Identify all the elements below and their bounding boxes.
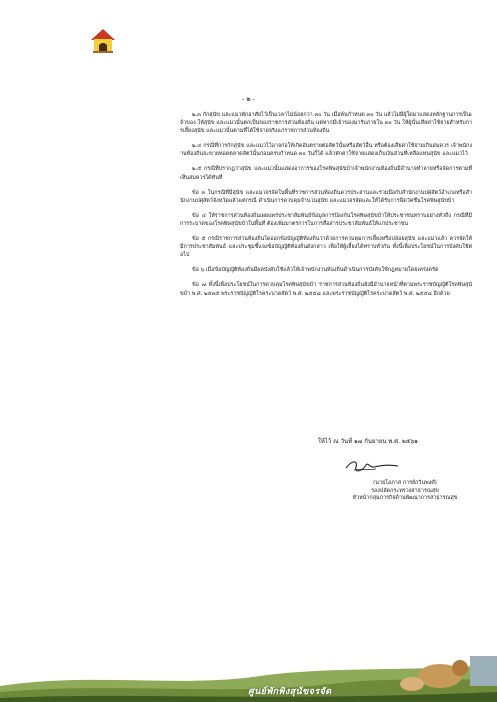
date-line: ให้ไว้ ณ วันที่ ๑๗ กันยายน พ.ศ. ๒๕๖๑ <box>318 438 418 445</box>
paragraph-clause-5: ข้อ ๕ กรณีราชการส่วนท้องถิ่นใดออกข้อบัญญัติท้องถิ่นว่าด้วยการควบคุมการเลี้ยงหรือปล่อยสุนัข และแมวแล้ว ควรจัดให้มีการประชาสัมพันธ์ และประชุมชี้แจงข้อบัญญัติท้องถิ่นดังกล่าว เพื่อให้ผู้เลี้ยงได้ทราบทั่วกัน ทั้งนี้เพื่อประโยชน์ในการบังคับใช้ต่อไป <box>180 236 472 259</box>
paragraph-2-3: ๒.๓ กักสุนัข และแมวพักอาศัยไว้เป็นเวลาไม่น้อยกว่า ๓๐ วัน เมื่อพ้นกำหนด ๓๐ วัน แล้วไม่มีผู้ใดมาแสดงหลักฐานการเป็นเจ้าของ ให้สุนัข และแมวนั้นตกเป็นของราชการส่วนท้องถิ่น แต่หากมีเจ้าของมารับภายใน ๓๐ วัน ให้ผู้นั้นเสียค่าใช้จ่ายสำหรับการเลี้ยงสุนัข และแมวนั้นตามที่ได้ใช้จ่ายจริงแก่ราชการส่วนท้องถิ่น <box>180 112 472 135</box>
document-body <box>180 111 472 305</box>
paragraph-clause-6: ข้อ ๖ เมื่อข้อบัญญัติท้องถิ่นมีผลบังคับใช้แล้วให้เจ้าพนักงานท้องถิ่นดำเนินการบังคับใช้กฎหมายโดยเคร่งครัด <box>192 267 439 274</box>
paragraph-clause-7: ข้อ ๗ ทั้งนี้เพื่อประโยชน์ในการควบคุมโรคพิษสุนัขบ้า ราชการส่วนท้องถิ่นยังมีอำนาจหน้าที่ตามพระราชบัญญัติโรคพิษสุนัขบ้า พ.ศ. ๒๕๓๕ พระราชบัญญัติโรคระบาดสัตว์ พ.ศ. ๒๕๕๘ และพระราชบัญญัติโรคระบาดสัตว์ พ.ศ. ๒๕๕๘ อีกด้วย <box>180 282 472 297</box>
dog-house-logo <box>88 26 118 56</box>
paragraph-2-5: ๒.๕ กรณีที่ปรากฏว่าสุนัข และแมวนั้นแสดงอาการของโรคพิษสุนัขบ้าเจ้าพนักงานท้องถิ่นมีอำนาจทำลายหรือจัดการตามที่เห็นสมควรได้ทันที <box>180 166 472 181</box>
signatory-name: (นายโอภาส การย์กวินพงศ์) <box>373 480 437 486</box>
page-number: - ๒ - <box>242 95 255 103</box>
paragraph-clause-3: ข้อ ๓ ในกรณีที่มีสุนัข และแมวจรจัดในพื้นที่ราชการส่วนท้องถิ่นควรประสานและร่วมมือกับสำนักงานปศุสัตว์อำเภอหรือสำนักงานปศุสัตว์จังหวัดแล้วแต่กรณี ดำเนินการควบคุมจำนวนสุนัข และแมวจรจัดและให้ได้รับการฉีดวัคซีนโรคพิษสุนัขบ้า <box>180 189 472 204</box>
footer-title: ศูนย์พักพิงสุนัขจรจัด <box>248 687 332 697</box>
paragraph-clause-4: ข้อ ๔ ให้ราชการส่วนท้องถิ่นเผยแพร่ประชาสัมพันธ์ข้อมูลการป้องกันโรคพิษสุนัขบ้าให้ประชาชนทราบอย่างทั่วถึง กรณีที่มีการระบาดของโรคพิษสุนัขบ้าในพื้นที่ ต้องเพิ่มมาตรการในการสื่อสารประชาสัมพันธ์ให้แก่ประชาชน <box>180 212 472 227</box>
signature-block <box>330 480 480 503</box>
signatory-position-1: รองปลัดกระทรวงสาธารณสุข <box>371 487 439 494</box>
signature-image <box>342 456 402 476</box>
paragraph-2-4: ๒.๔ กรณีที่การกักสุนัข และแมวไว้อาจก่อให้เกิดอันตรายต่อสัตว์นั้นหรือสัตว์อื่น หรือต้องเสียค่าใช้จ่ายเกินสมควร เจ้าพนักงานท้องถิ่นจะขายทอดตลาดสัตว์นั้นก่อนครบกำหนด ๓๐ วันก็ได้ แล้วหักค่าใช้จ่ายแสดงเก็บเงินส่วนที่เหลือแทนสุนัข และแมวไว้ <box>180 143 472 158</box>
signatory-position-2: หัวหน้ากลุ่มภารกิจด้านพัฒนาการสาธารณสุข <box>352 495 458 502</box>
